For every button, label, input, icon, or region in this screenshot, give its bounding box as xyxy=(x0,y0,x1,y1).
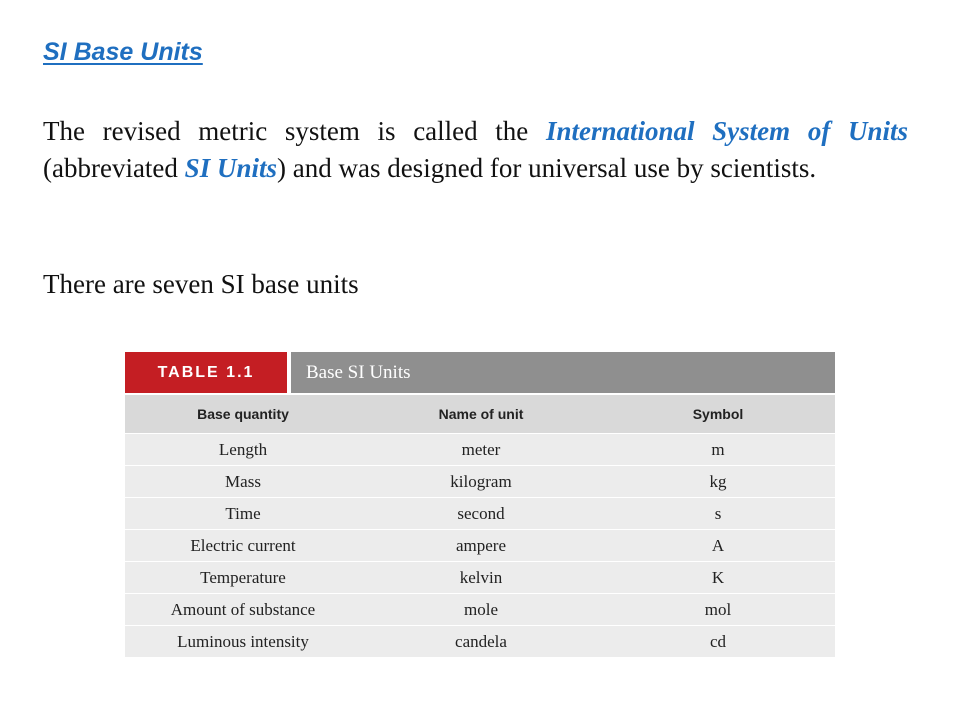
cell-unit: mole xyxy=(464,600,498,619)
cell-unit: ampere xyxy=(455,536,507,555)
cell-quantity: Electric current xyxy=(190,536,296,555)
header-base-quantity: Base quantity xyxy=(197,406,289,422)
table-row xyxy=(125,529,835,561)
table-title-separator xyxy=(287,352,291,393)
cell-symbol: K xyxy=(711,568,725,587)
cell-symbol: kg xyxy=(709,472,727,491)
table-row xyxy=(125,497,835,529)
table-caption: Base SI Units xyxy=(306,362,411,383)
cell-symbol: m xyxy=(711,440,725,459)
cell-symbol: cd xyxy=(709,632,727,651)
cell-quantity: Temperature xyxy=(200,568,286,587)
seven-units-paragraph: There are seven SI base units xyxy=(43,269,359,299)
header-name-of-unit: Name of unit xyxy=(438,406,524,422)
table-row xyxy=(125,561,835,593)
cell-unit: kilogram xyxy=(450,472,512,491)
table-header-row xyxy=(125,393,835,433)
intro-paragraph xyxy=(43,113,908,187)
highlight-international-system: International System of Units xyxy=(545,116,908,146)
table-number-tag: TABLE 1.1 xyxy=(125,352,287,393)
si-units-table xyxy=(125,352,835,662)
table-body xyxy=(125,433,835,657)
cell-quantity: Length xyxy=(218,440,268,459)
cell-symbol: mol xyxy=(704,600,732,619)
table-row xyxy=(125,625,835,657)
cell-quantity: Time xyxy=(225,504,261,523)
cell-quantity: Amount of substance xyxy=(170,600,316,619)
table-row xyxy=(125,433,835,465)
table-row xyxy=(125,465,835,497)
cell-quantity: Mass xyxy=(225,472,261,491)
intro-text-2: (abbreviated xyxy=(43,153,185,183)
intro-text-3: ) and was designed for universal use by scientists. xyxy=(276,153,817,183)
cell-unit: second xyxy=(457,504,505,523)
cell-unit: kelvin xyxy=(459,568,503,587)
highlight-si-units: SI Units xyxy=(184,153,277,183)
cell-quantity: Luminous intensity xyxy=(177,632,309,651)
intro-text-1: The revised metric system is called the xyxy=(43,116,546,146)
table-title-bar xyxy=(125,352,835,393)
page-heading: SI Base Units xyxy=(43,38,203,66)
cell-unit: meter xyxy=(461,440,501,459)
cell-symbol: A xyxy=(711,536,725,555)
header-symbol: Symbol xyxy=(692,406,744,422)
cell-symbol: s xyxy=(714,504,722,523)
cell-unit: candela xyxy=(455,632,507,651)
table-row xyxy=(125,593,835,625)
